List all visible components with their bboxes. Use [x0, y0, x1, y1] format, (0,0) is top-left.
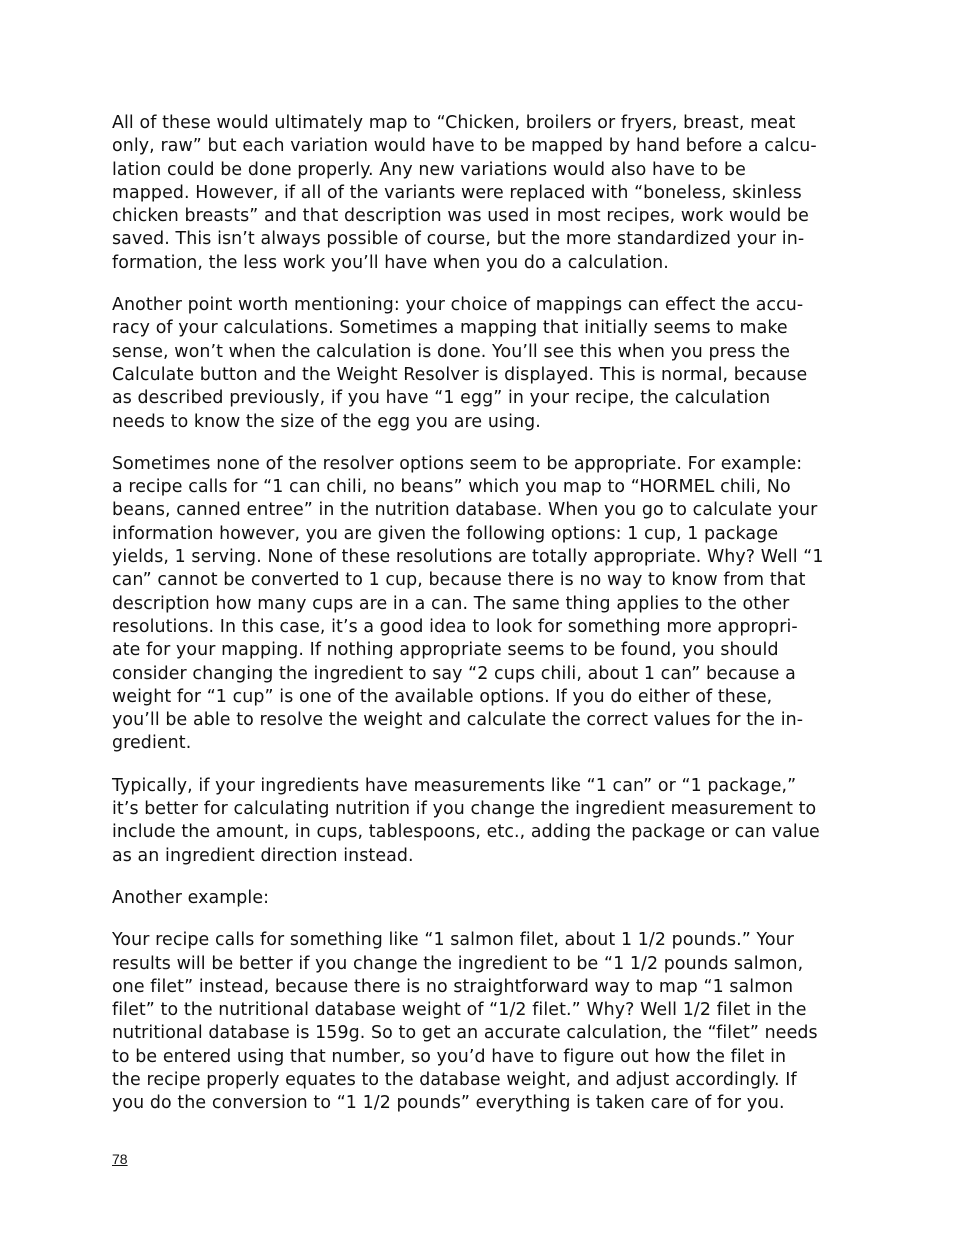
paragraph-salmon-example: Your recipe calls for something like “1 salmon filet, about 1 1/2 pounds.” Your results will be better if you change the ingredient to be “1 1/2 pounds salmon, one filet” instead, because there is no straightforward way to map “1 salmon filet” to the nutritional database weight of “1/2 filet.” Why? Well 1/2 filet in the nutritional database is 159g. So to get an accurate calculation, the “filet” needs to be entered using that number, so you’d have to figure out how the filet in the recipe properly equates to the database weight, and adjust accordingly. If you do the conversion to “1 1/2 pounds” everything is taken care of for you. [112, 930, 818, 1114]
paragraph-measurement-tip: Typically, if your ingredients have measurements like “1 can” or “1 package,” it’s better for calculating nutrition if you change the ingredient measurement to include the amount, in cups, tablespoons, etc., adding the package or can value as an ingredient direction instead. [112, 775, 820, 866]
paragraph-another-example: Another example: [112, 887, 270, 908]
body-text [112, 112, 842, 1135]
page-number: 78 [112, 1151, 128, 1167]
paragraph-resolver-options: Sometimes none of the resolver options seem to be appropriate. For example: a recipe calls for “1 can chili, no beans” which you map to “HORMEL chili, No beans, canned entree” in the nutrition database. When you go to calculate your information however, you are given the following options: 1 cup, 1 package yields, 1 serving. None of these resolutions are totally appropriate. Why? Well “1 can” cannot be converted to 1 cup, because there is no way to know from that description how many cups are in a can. The same thing applies to the other resolutions. In this case, it’s a good idea to look for something more appropri- ate for your mapping. If nothing appropriate seems to be found, you should consider changing the ingredient to say “2 cups chili, about 1 can” because a weight for “1 cup” is one of the available options. If you do either of these, you’ll be able to resolve the weight and calculate the correct values for the in- gredient. [112, 453, 824, 754]
paragraph-mapping-accuracy: Another point worth mentioning: your choice of mappings can effect the accu- racy of your calculations. Sometimes a mapping that initially seems to make sense, won’t when the calculation is done. You’ll see this when you press the Calculate button and the Weight Resolver is displayed. This is normal, because as described previously, if you have “1 egg” in your recipe, the calculation needs to know the size of the egg you are using. [112, 295, 808, 432]
paragraph-mapping-variations: All of these would ultimately map to “Chicken, broilers or fryers, breast, meat only, raw” but each variation would have to be mapped by hand before a calcu- lation could be done properly. Any new variations would also have to be mapped. However, if all of the variants were replaced with “boneless, skinless chicken breasts” and that description was used in most recipes, work would be saved. This isn’t always possible of course, but the more standardized your in- formation, the less work you’ll have when you do a calculation. [112, 113, 817, 273]
